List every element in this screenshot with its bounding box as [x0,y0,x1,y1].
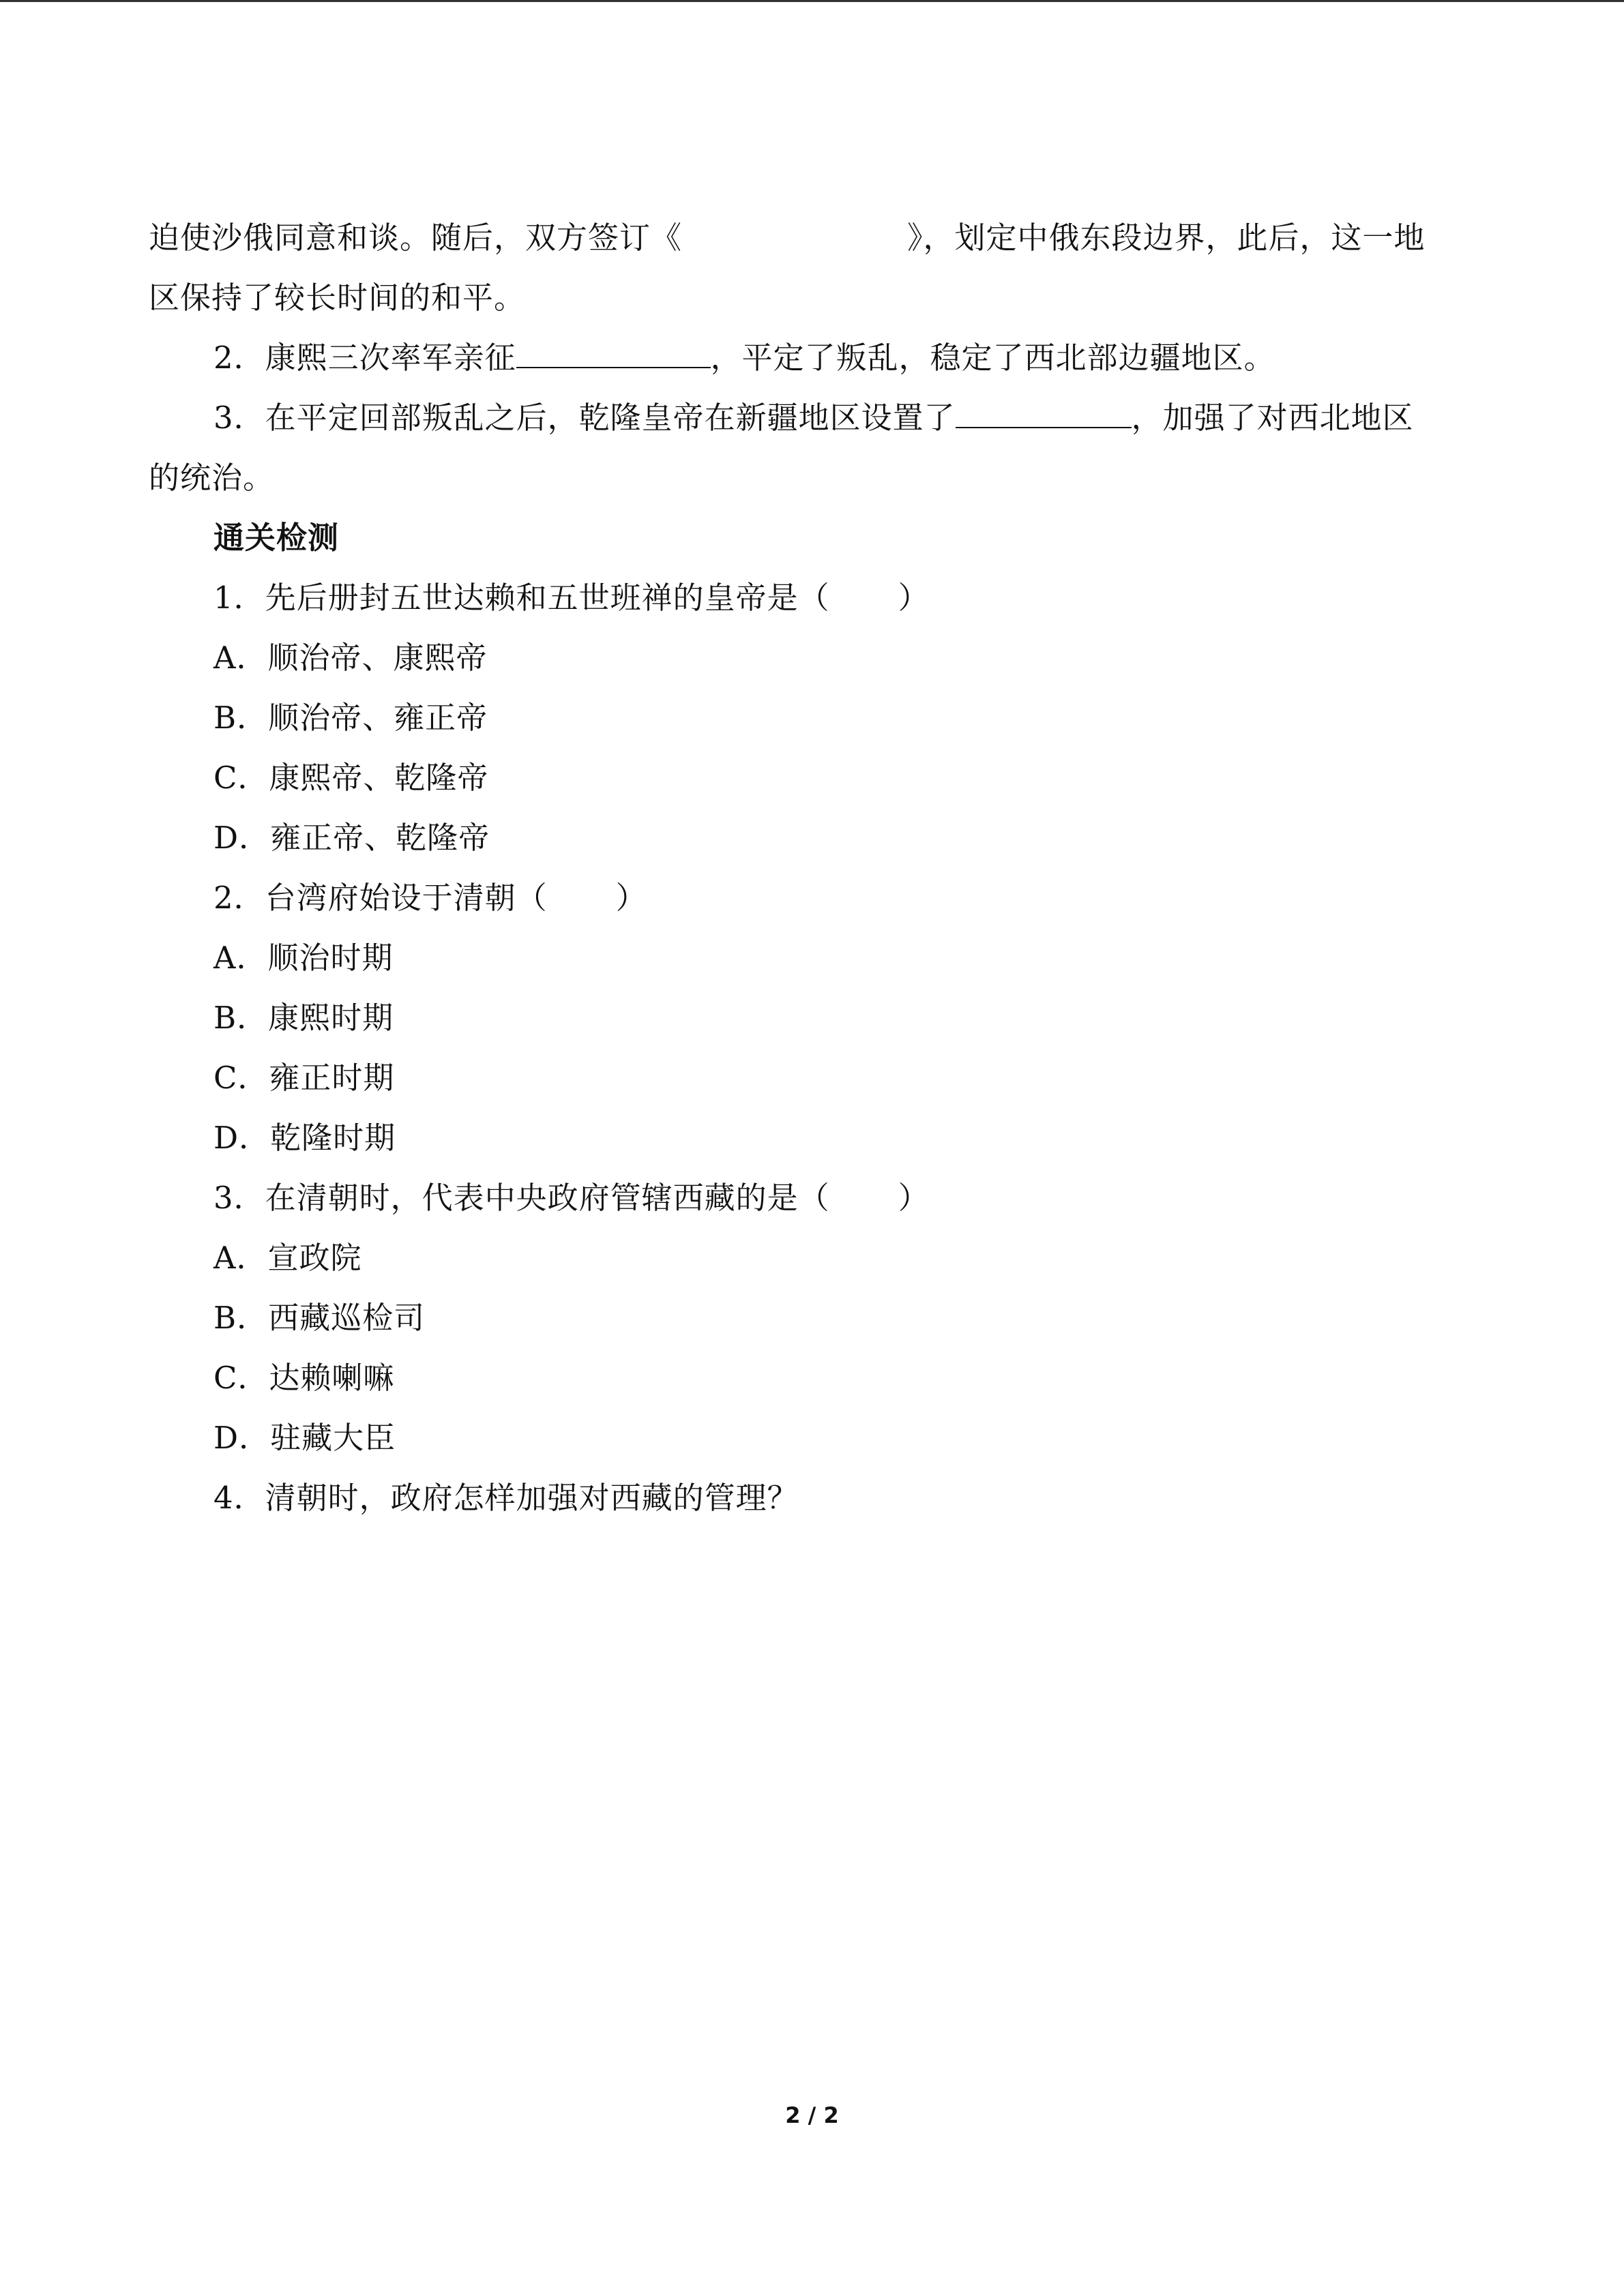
question-2-option-b: B．康熙时期 [213,1000,394,1036]
question-1-option-a: A．顺治帝、康熙帝 [213,640,488,676]
paren-close: ） [615,880,647,916]
treaty-text-after: 》，划定中俄东段边界，此后，这一地 [907,220,1426,256]
question-1-option-d: D．雍正帝、乾隆帝 [213,820,490,856]
question-1-text: 1．先后册封五世达赖和五世班禅的皇帝是（ [213,580,830,616]
question-1-stem [149,568,1482,628]
question-2-option-c: C．雍正时期 [213,1060,395,1096]
treaty-text-end: 区保持了较长时间的和平。 [149,280,526,316]
paren-close: ） [898,1180,930,1216]
question-3-stem [149,1168,1482,1228]
section-title: 通关检测 [213,520,340,556]
question-1-option-c: C．康熙帝、乾隆帝 [213,760,489,796]
question-3-option-d: D．驻藏大臣 [213,1420,396,1456]
page-number: 2 / 2 [785,2102,839,2128]
fill-blank-3 [956,400,1132,428]
question-2-option-a: A．顺治时期 [213,940,394,976]
question-3-option-b: B．西藏巡检司 [213,1300,426,1336]
question-3-text: 3．在清朝时，代表中央政府管辖西藏的是（ [213,1180,830,1216]
question-2-text: 2．台湾府始设于清朝（ [213,880,548,916]
question-3-option-c: C．达赖喇嘛 [213,1360,395,1396]
fill-question-3-cont [149,448,1482,508]
fill-blank-2 [516,340,711,368]
fill-question-2 [149,328,1482,388]
question-4-stem: 4．清朝时，政府怎样加强对西藏的管理？ [213,1480,799,1516]
fill-question-3-before: 3．在平定回部叛乱之后，乾隆皇帝在新疆地区设置了 [213,400,956,436]
question-3-option-a: A．宣政院 [213,1240,362,1276]
paren-close: ） [898,580,930,616]
fill-question-2-before: 2．康熙三次率军亲征 [213,340,516,376]
fill-question-3-end: 的统治。 [149,460,275,496]
fill-question-3-after: ，加强了对西北地区 [1131,400,1414,436]
question-2-option-d: D．乾隆时期 [213,1120,396,1156]
treaty-text-before: 迫使沙俄同意和谈。随后，双方签订《 [149,220,683,256]
paragraph-treaty-line2 [149,268,1482,328]
question-2-stem [149,868,1482,928]
document-body [149,208,1482,1528]
fill-question-3 [149,388,1482,448]
paragraph-treaty-line1 [149,208,1482,268]
fill-question-2-after: ，平定了叛乱，稳定了西北部边疆地区。 [710,340,1275,376]
question-1-option-b: B．顺治帝、雍正帝 [213,700,488,736]
